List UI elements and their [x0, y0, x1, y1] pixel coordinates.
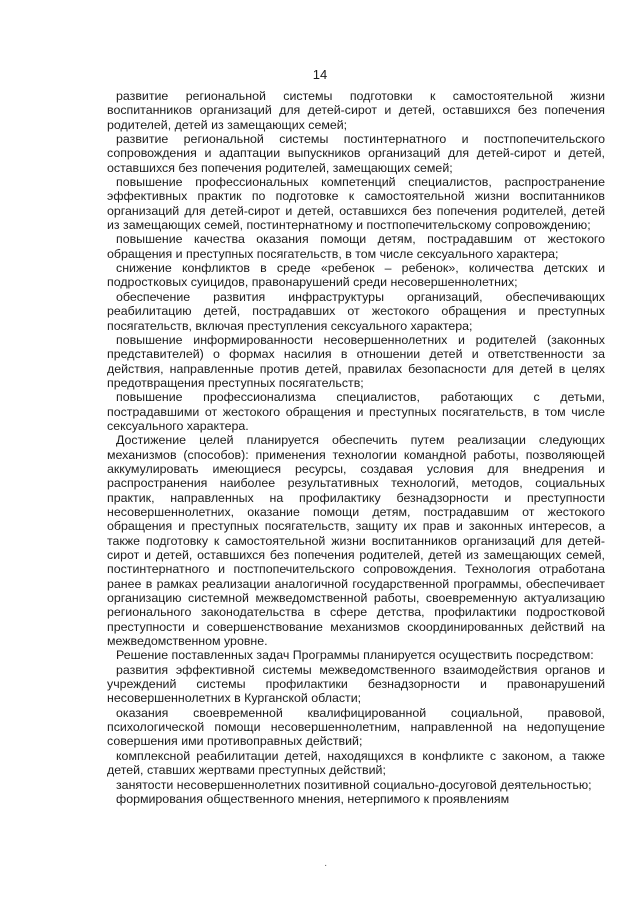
paragraph: повышение профессиональных компетенций специалистов, распространение эффективных практик по подготовке к самостоятельной жизни воспитанников организаций для детей-сирот и детей, оставшихся без попечения родителей, детей из замещающих семей, постинтернатному и постпопечительскому сопровождению;: [107, 175, 605, 233]
document-body: [107, 89, 605, 806]
paragraph: развитие региональной системы подготовки к самостоятельной жизни воспитанников организаций для детей-сирот и детей, оставшихся без попечения родителей, детей из замещающих семей;: [107, 89, 605, 132]
paragraph: занятости несовершеннолетних позитивной социально-досуговой деятельностью;: [116, 777, 592, 792]
paragraph: обеспечение развития инфраструктуры организаций, обеспечивающих реабилитацию детей, пострадавших от жестокого обращения и преступных посягательств, включая преступления сексуального характера;: [107, 289, 605, 333]
scan-artifact-dot: ·: [324, 860, 328, 871]
paragraph: оказания своевременной квалифицированной социальной, правовой, психологической помощи несовершеннолетним, направленной на недопущение совершения ими противоправных действий;: [107, 705, 605, 749]
paragraph: формирования общественного мнения, нетерпимого к проявлениям: [116, 791, 510, 806]
page-number: 14: [312, 67, 328, 82]
paragraph: развития эффективной системы межведомственного взаимодействия органов и учреждений системы профилактики безнадзорности и правонарушений несовершеннолетних в Курганской области;: [107, 662, 605, 706]
paragraph: повышение информированности несовершеннолетних и родителей (законных представителей) о формах насилия в отношении детей и ответственности за действия, направленные против детей, правилах безопасности для детей в целях предотвращения преступных посягательств;: [107, 332, 605, 390]
paragraph: повышение профессионализма специалистов, работающих с детьми, пострадавшими от жестокого обращения и преступных посягательств, в том числе сексуального характера.: [107, 390, 605, 433]
paragraph: комплексной реабилитации детей, находящихся в конфликте с законом, а также детей, ставших жертвами преступных действий;: [107, 748, 605, 778]
paragraph: повышение качества оказания помощи детям, пострадавшим от жестокого обращения и преступных посягательств, в том числе сексуального характера;: [107, 232, 605, 261]
paragraph: Достижение целей планируется обеспечить путем реализации следующих механизмов (способов): применения технологии командной работы, позволяющей аккумулировать имеющиеся ресурсы, создавая условия для внедрения и распространения наиболее результативных технологий, методов, социальных практик, направленных на профилактику безнадзорности и преступности несовершеннолетних, оказание помощи детям, пострадавшим от жестокого обращения и преступных посягательств, защиту их прав и законных интересов, а также подготовку к самостоятельной жизни воспитанников организаций для детей-сирот и детей, оставшихся без попечения родителей, детей из замещающих семей, постинтернатного и постпопечительского сопровождения. Технология отработана ранее в рамках реализации аналогичной государственной программы, обеспечивает организацию системной межведомственной работы, своевременную актуализацию регионального законодательства в сфере детства, профилактики подростковой преступности и совершенствование механизмов скоординированных действий на межведомственном уровне.: [107, 433, 605, 649]
paragraph: развитие региональной системы постинтернатного и постпопечительского сопровождения и адаптации выпускников организаций для детей-сирот и детей, оставшихся без попечения родителей, замещающих семей;: [107, 132, 605, 175]
paragraph: снижение конфликтов в среде «ребенок – ребенок», количества детских и подростковых суицидов, правонарушений среди несовершеннолетних;: [107, 261, 605, 290]
paragraph: Решение поставленных задач Программы планируется осуществить посредством:: [116, 648, 594, 663]
